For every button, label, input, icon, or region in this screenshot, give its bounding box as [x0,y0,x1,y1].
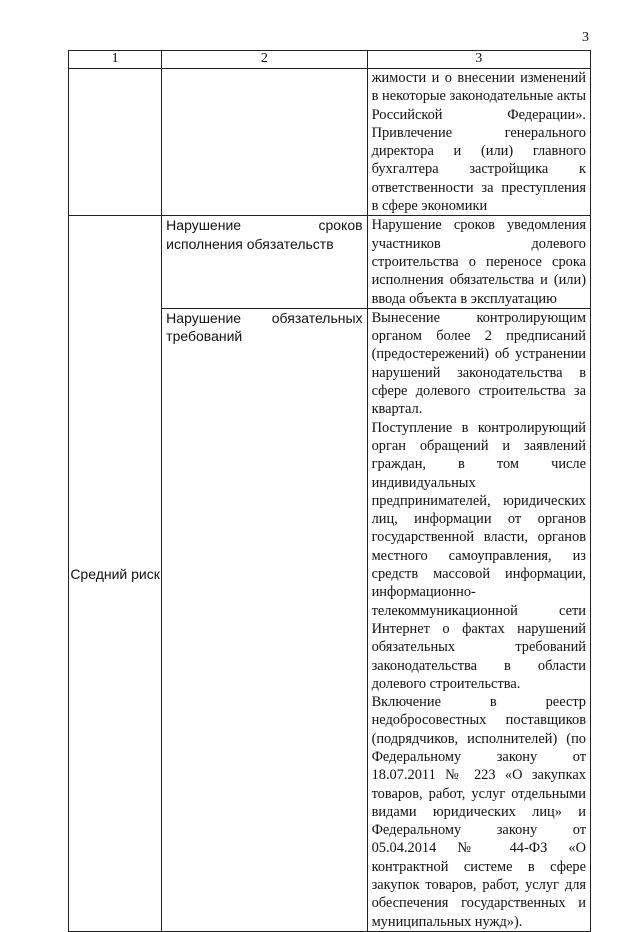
empty-cell [162,69,367,216]
page-number: 3 [582,30,589,45]
header-row [69,51,591,69]
violation-text: Нарушение сроков исполнения обязательств [166,217,363,252]
empty-cell [69,69,162,216]
criteria-text: Нарушение сроков уведомления участников долевого строительства о переносе срока исполнения обязательства и (или) ввода объекта в эксплуатацию [371,217,586,307]
criteria-text: Вынесение контролирующим органом более 2 предписаний (предостережений) об устранении нарушений законодательства в сфере долевого строительства за квартал. [371,309,586,418]
violation-text: Нарушение обязательных требований [166,309,363,345]
continuation-row [69,69,591,216]
table-row [69,216,591,308]
risk-level-label: Средний риск [70,565,160,582]
criteria-text: Включение в реестр недобросовестных поставщиков (подрядчиков, исполнителей) (по Федеральному закону от 18.07.2011 № 223 «О закупках товаров, работ, услуг отдельными видами юридических лиц» и Федеральному закону от 05.04.2014 № 44-ФЗ «О контрактной системе в сфере закупок товаров, работ, услуг для обеспечения государственных и муниципальных нужд»). [371,694,586,930]
violation-cell [162,308,367,931]
criteria-text: Поступление в контролирующий орган обращений и заявлений граждан, в том числе индивидуальных предпринимателей, юридических лиц, информации от органов государственной власти, органов местного самоуправления, из средств массовой информации, информационно-телекоммуникационной сети Интернет о фактах нарушений обязательных требований законодательства в области долевого строительства. [371,419,586,692]
violation-cell [162,216,367,308]
column-header-2: 2 [162,51,367,69]
column-header-1: 1 [69,51,162,69]
column-header-3: 3 [367,51,590,69]
criteria-cell [367,216,590,308]
continued-criteria-cell [367,69,590,216]
risk-table [68,50,591,932]
risk-level-cell [69,216,162,932]
continued-criteria-text: жимости и о внесении изменений в некоторые законодательные акты Российской Федерации». Привлечение генерального директора и (или) главного бухгалтера застройщика к ответственности за преступления в сфере экономики [371,70,586,215]
criteria-cell [367,308,590,931]
